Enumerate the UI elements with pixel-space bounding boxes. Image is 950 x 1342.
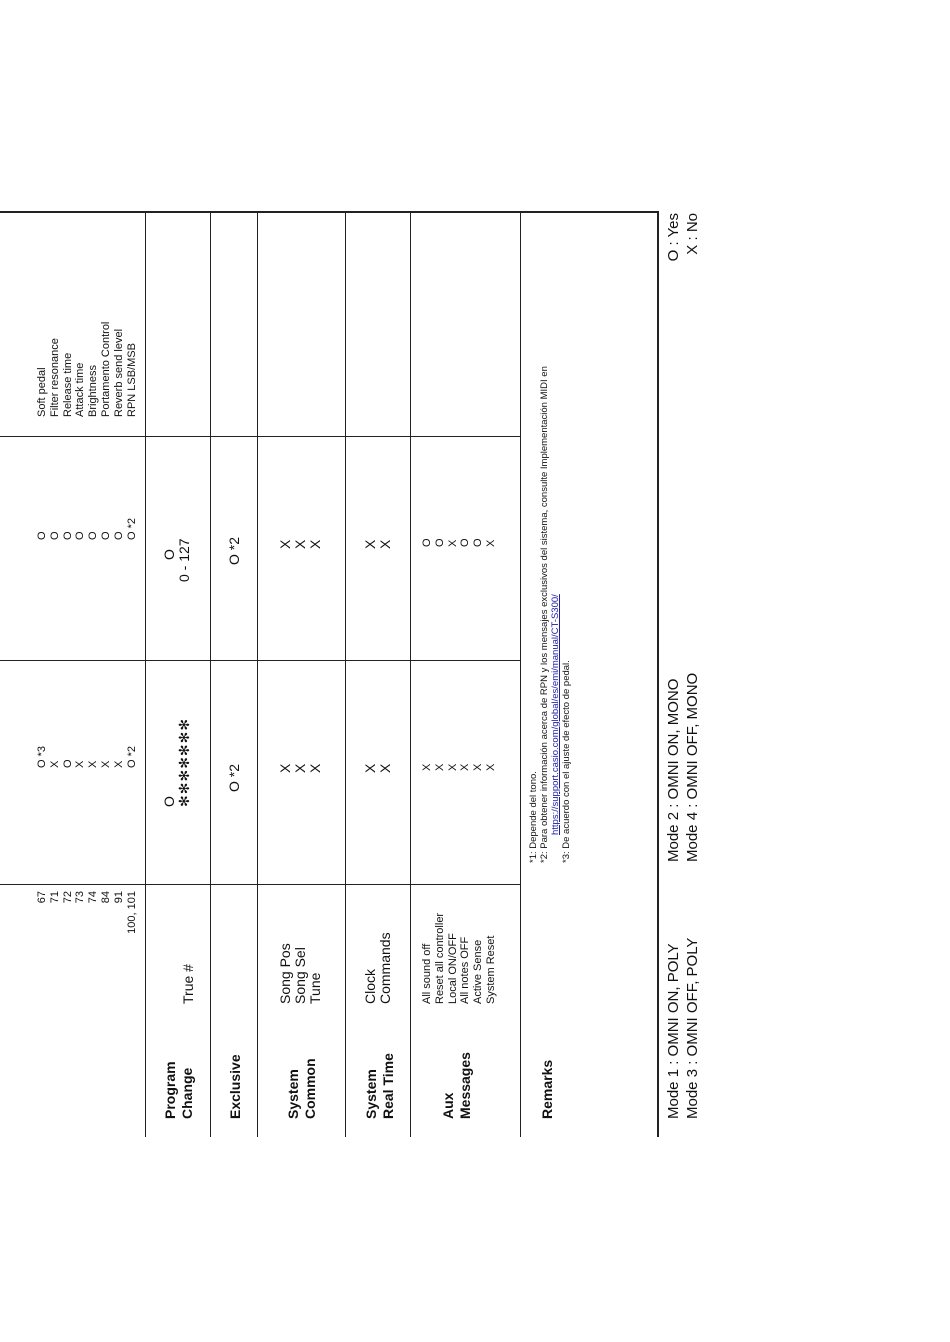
row-divider-4	[345, 212, 346, 1137]
table-cell: ✻✻✻✻✻✻✻	[176, 717, 192, 807]
table-cell: X	[484, 763, 497, 771]
remarks-label: Remarks	[539, 1059, 555, 1119]
table-cell: O	[472, 538, 485, 547]
program-change-recognized	[162, 432, 192, 582]
row-label: Common	[302, 1058, 318, 1119]
table-cell: Tune	[307, 972, 323, 1004]
system-realtime-transmitted	[363, 764, 393, 773]
table-cell: X	[307, 539, 323, 549]
table-bottom-border	[657, 212, 659, 1137]
row-divider-1	[145, 212, 146, 1137]
mode-1: Mode 1 : OMNI ON, POLY	[665, 943, 682, 1119]
table-cell: O	[99, 531, 112, 540]
legend-yes: O : Yes	[665, 213, 682, 262]
system-common-label	[285, 1058, 319, 1119]
table-cell: Commands	[377, 932, 393, 1004]
row-label: Messages	[457, 1052, 473, 1119]
row-divider-5	[410, 212, 411, 1137]
table-cell: X	[433, 763, 446, 771]
table-cell: Active Sense	[472, 939, 485, 1004]
table-cell: System Reset	[484, 935, 497, 1004]
system-realtime-label	[363, 1053, 397, 1119]
program-change-label	[162, 1061, 196, 1119]
remark-link[interactable]: https://support.casio.com/global/es/emi/manual/CT-S300/	[550, 594, 561, 835]
midi-implementation-chart	[0, 212, 710, 1137]
true-number-label: True #	[180, 964, 196, 1004]
table-cell: O	[36, 531, 48, 540]
table-cell: 71	[48, 891, 61, 904]
table-cell: RPN LSB/MSB	[125, 343, 138, 417]
row-label: Real Time	[380, 1053, 396, 1119]
legend-no: X : No	[684, 213, 701, 255]
modes-left	[664, 938, 702, 1119]
row-label: Change	[179, 1067, 195, 1119]
table-cell: Clock	[362, 968, 378, 1004]
table-cell: X	[377, 763, 393, 773]
table-cell: Reverb send level	[112, 328, 125, 417]
table-cell: 84	[99, 891, 112, 904]
table-cell: X	[87, 760, 100, 768]
table-cell: X	[472, 763, 485, 771]
table-cell: O *3	[36, 745, 48, 768]
aux-messages-label	[440, 1052, 474, 1119]
row-label: System	[285, 1069, 301, 1119]
table-cell: X	[362, 539, 378, 549]
table-cell: O	[74, 531, 87, 540]
table-cell: 100, 101	[125, 891, 138, 934]
table-cell: X	[421, 763, 433, 771]
row-divider-2	[210, 212, 211, 1137]
system-common-items	[278, 943, 323, 1004]
exclusive-label: Exclusive	[227, 1054, 243, 1119]
column-divider-3	[0, 436, 520, 437]
table-cell: O	[87, 531, 100, 540]
table-cell: O	[161, 796, 177, 807]
table-cell: 67	[36, 891, 48, 904]
remark-note-1: *1: Depende del tono.	[528, 771, 539, 863]
table-cell: 72	[61, 891, 74, 904]
exclusive-transmitted: O *2	[226, 763, 242, 792]
table-cell: O *2	[125, 745, 138, 768]
table-cell: X	[277, 763, 293, 773]
system-realtime-recognized	[363, 540, 393, 549]
table-cell: All notes OFF	[459, 936, 472, 1004]
table-cell: Brightness	[87, 365, 100, 417]
table-cell: O	[112, 531, 125, 540]
legend	[664, 213, 702, 269]
aux-messages-recognized	[421, 538, 498, 547]
table-cell: O	[61, 531, 74, 540]
mode-3: Mode 3 : OMNI OFF, POLY	[684, 937, 701, 1119]
table-cell: O	[48, 531, 61, 540]
mode-4: Mode 4 : OMNI OFF, MONO	[684, 672, 701, 862]
remarks-notes	[528, 217, 572, 867]
aux-messages-items	[421, 884, 498, 1004]
table-cell: 73	[74, 891, 87, 904]
table-cell: O	[161, 549, 177, 560]
aux-messages-transmitted	[421, 764, 498, 771]
column-divider-2	[0, 660, 520, 661]
mode-2: Mode 2 : OMNI ON, MONO	[665, 678, 682, 862]
table-cell: Filter resonance	[48, 338, 61, 417]
table-cell: Attack time	[74, 362, 87, 417]
table-cell: O	[459, 538, 472, 547]
table-cell: X	[292, 763, 308, 773]
table-cell: X	[277, 539, 293, 549]
table-cell: X	[99, 760, 112, 768]
table-cell: X	[446, 539, 459, 547]
remark-note-2: *2: Para obtener información acerca de RPN y los mensajes exclusivos del sistema, consulte Implementación MIDI en	[539, 366, 550, 863]
table-cell: Local ON/OFF	[446, 933, 459, 1004]
system-common-transmitted	[278, 764, 323, 773]
table-cell: X	[377, 539, 393, 549]
controller-names	[36, 217, 138, 417]
modes-right	[664, 673, 702, 862]
table-cell: Song Pos	[277, 943, 293, 1004]
table-cell: O	[61, 759, 74, 768]
row-divider-3	[257, 212, 258, 1137]
row-divider-6	[520, 212, 521, 1137]
table-cell: X	[446, 763, 459, 771]
table-cell: Soft pedal	[36, 367, 48, 417]
table-cell: Portamento Control	[99, 321, 112, 417]
table-cell: O	[433, 538, 446, 547]
controller-recognized	[36, 470, 138, 540]
table-cell: Song Sel	[292, 947, 308, 1004]
table-cell: Reset all controller	[433, 912, 446, 1004]
table-cell: X	[112, 760, 125, 768]
program-change-transmitted	[162, 657, 192, 807]
table-cell: O *2	[125, 517, 138, 540]
table-cell: All sound off	[421, 943, 433, 1004]
controller-numbers	[36, 891, 138, 957]
row-label: Program	[162, 1061, 178, 1119]
row-label: System	[363, 1069, 379, 1119]
system-realtime-items	[363, 932, 393, 1004]
table-cell: O	[421, 538, 433, 547]
table-right-border	[0, 211, 659, 213]
table-cell: X	[459, 763, 472, 771]
table-cell: 91	[112, 891, 125, 904]
system-common-recognized	[278, 540, 323, 549]
table-cell: Release time	[61, 352, 74, 417]
table-cell: X	[484, 539, 497, 547]
table-cell: X	[362, 763, 378, 773]
table-cell: 74	[87, 891, 100, 904]
remark-note-3: *3: De acuerdo con el ajuste de efecto de pedal.	[561, 660, 572, 863]
controller-transmitted	[36, 698, 138, 768]
table-cell: X	[74, 760, 87, 768]
table-cell: X	[292, 539, 308, 549]
exclusive-recognized: O *2	[226, 536, 242, 565]
row-label: Aux	[440, 1092, 456, 1119]
table-cell: X	[307, 763, 323, 773]
table-cell: X	[48, 760, 61, 768]
table-cell: 0 - 127	[176, 538, 192, 582]
